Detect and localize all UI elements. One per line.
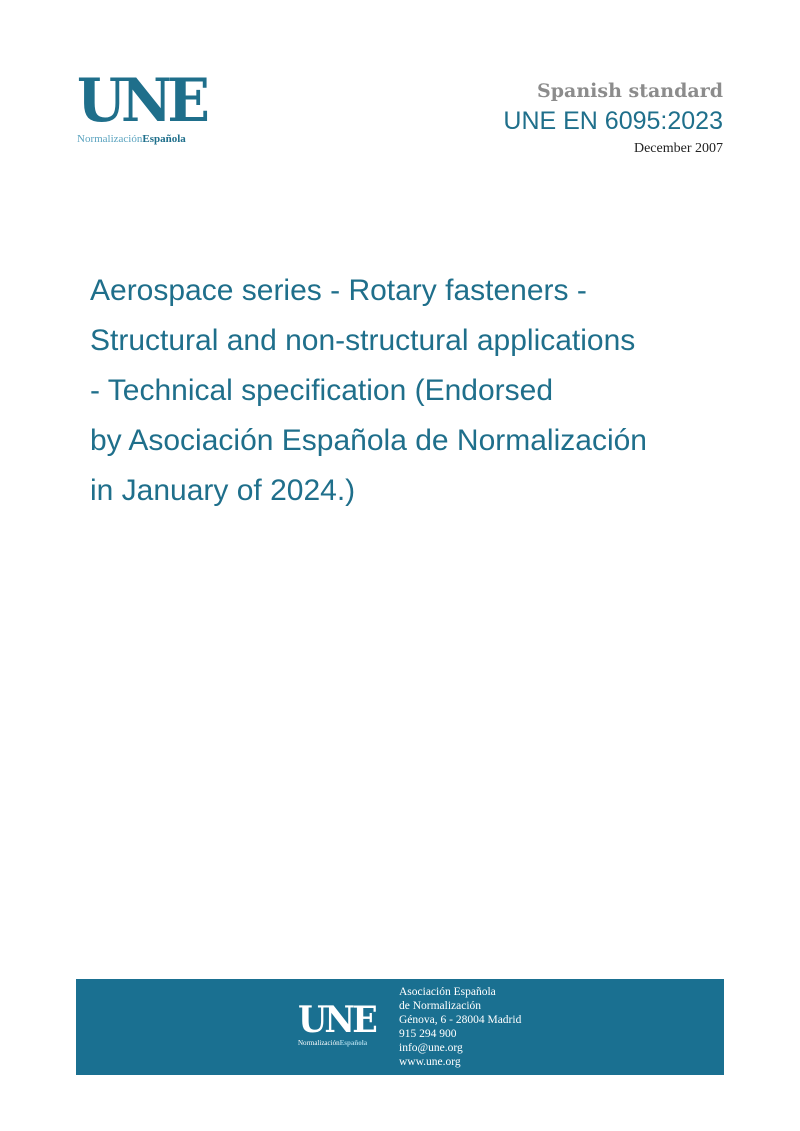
footer-band [76, 979, 724, 1075]
footer-phone: 915 294 900 [399, 1028, 457, 1040]
footer-contact-info [399, 985, 521, 1069]
une-logo [77, 66, 237, 146]
footer-org-name-line2: de Normalización [399, 1000, 482, 1012]
title-line: by Asociación Española de Normalización [90, 424, 647, 457]
footer-logo-subtitle-a: Normalización [298, 1039, 340, 1047]
footer-address: Génova, 6 - 28004 Madrid [399, 1014, 522, 1026]
title-line: - Technical specification (Endorsed [90, 374, 554, 407]
standard-date: December 2007 [633, 141, 723, 156]
standard-header [503, 78, 723, 160]
footer-logo-subtitle-b: Española [339, 1039, 368, 1047]
footer-website-link[interactable]: www.une.org [399, 1056, 461, 1068]
standard-type: Spanish standard [537, 80, 723, 102]
title-line: Aerospace series - Rotary fasteners - [90, 274, 587, 307]
standard-code: UNE EN 6095:2023 [503, 107, 723, 135]
logo-subtitle-b: Española [142, 133, 186, 145]
logo-mark: UNE [77, 66, 206, 136]
title-line: Structural and non-structural applications [90, 324, 636, 357]
footer-org-name-line1: Asociación Española [399, 986, 496, 998]
footer-logo-mark: UNE [298, 999, 375, 1041]
footer-email-link[interactable]: info@une.org [399, 1042, 463, 1054]
logo-subtitle-a: Normalización [77, 133, 143, 145]
title-line: in January of 2024.) [90, 474, 356, 507]
document-title [90, 266, 730, 516]
footer-une-logo [298, 1001, 388, 1048]
